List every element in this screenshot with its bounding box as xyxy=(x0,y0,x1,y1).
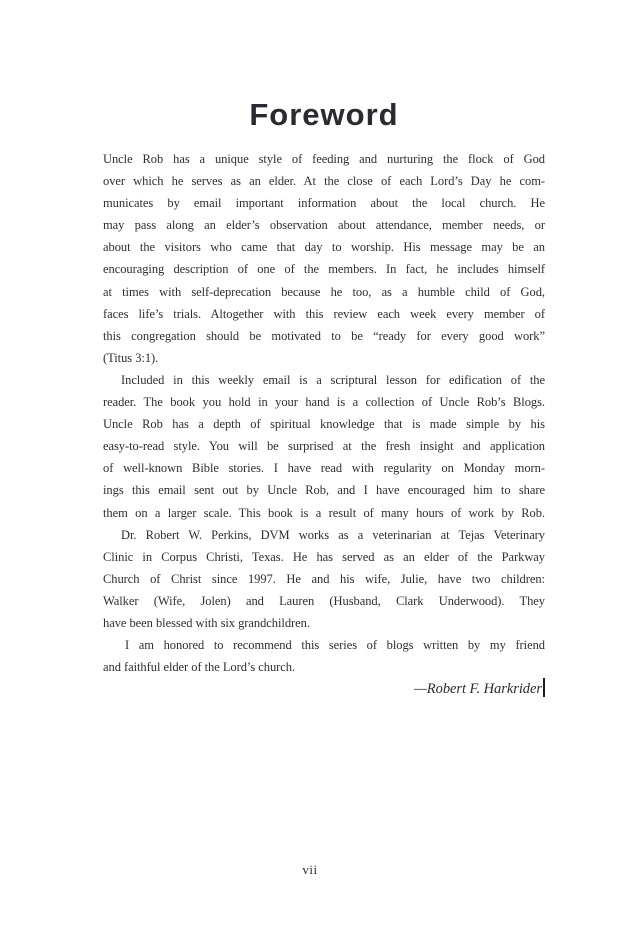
text-cursor xyxy=(543,678,545,697)
text-line: Included in this weekly email is a scriptural lesson for edification of the xyxy=(121,372,545,387)
text-line: Dr. Robert W. Perkins, DVM works as a veterinarian at Tejas Veterinary xyxy=(121,527,545,542)
text-line: faces life’s trials. Altogether with this review each week every member of xyxy=(103,306,545,321)
text-line: them on a larger scale. This book is a result of many hours of work by Rob. xyxy=(103,505,545,520)
text-line: of well-known Bible stories. I have read with regularity on Monday morn- xyxy=(103,461,545,476)
text-line: reader. The book you hold in your hand is a collection of Uncle Rob’s Blogs. xyxy=(103,395,545,410)
text-line: Clinic in Corpus Christi, Texas. He has served as an elder of the Parkway xyxy=(103,549,545,564)
text-line: I am honored to recommend this series of blogs written by my friend xyxy=(125,638,545,653)
text-line: Uncle Rob has a unique style of feeding and nurturing the flock of God xyxy=(103,152,545,166)
text-line: encouraging description of one of the members. In fact, he includes himself xyxy=(103,262,545,277)
text-line: may pass along an elder’s observation about attendance, member needs, or xyxy=(103,218,545,233)
text-line: ings this email sent out by Uncle Rob, and I have encouraged him to share xyxy=(103,483,545,498)
foreword-body xyxy=(103,148,545,700)
text-line: over which he serves as an elder. At the close of each Lord’s Day he com- xyxy=(103,174,545,189)
text-line: Walker (Wife, Jolen) and Lauren (Husband, Clark Underwood). They xyxy=(103,593,545,608)
text-line: municates by email important information about the local church. He xyxy=(103,196,545,211)
text-line: at times with self-deprecation because he too, as a humble child of God, xyxy=(103,284,545,299)
text-line: Uncle Rob has a depth of spiritual knowledge that is made simple by his xyxy=(103,417,545,432)
text-line: and faithful elder of the Lord’s church. xyxy=(103,660,296,675)
text-line: have been blessed with six grandchildren. xyxy=(103,615,310,630)
text-line: (Titus 3:1). xyxy=(103,350,159,365)
page-title: Foreword xyxy=(249,97,399,132)
page-number: vii xyxy=(302,862,318,877)
text-line: Church of Christ since 1997. He and his wife, Julie, have two children: xyxy=(103,571,545,586)
text-line: easy-to-read style. You will be surprised at the fresh insight and application xyxy=(103,439,545,454)
author-signature: —Robert F. Harkrider xyxy=(413,681,542,698)
text-line: about the visitors who came that day to worship. His message may be an xyxy=(103,240,545,255)
signature-row xyxy=(103,678,545,700)
text-line: this congregation should be motivated to be “ready for every good work” xyxy=(103,328,545,343)
